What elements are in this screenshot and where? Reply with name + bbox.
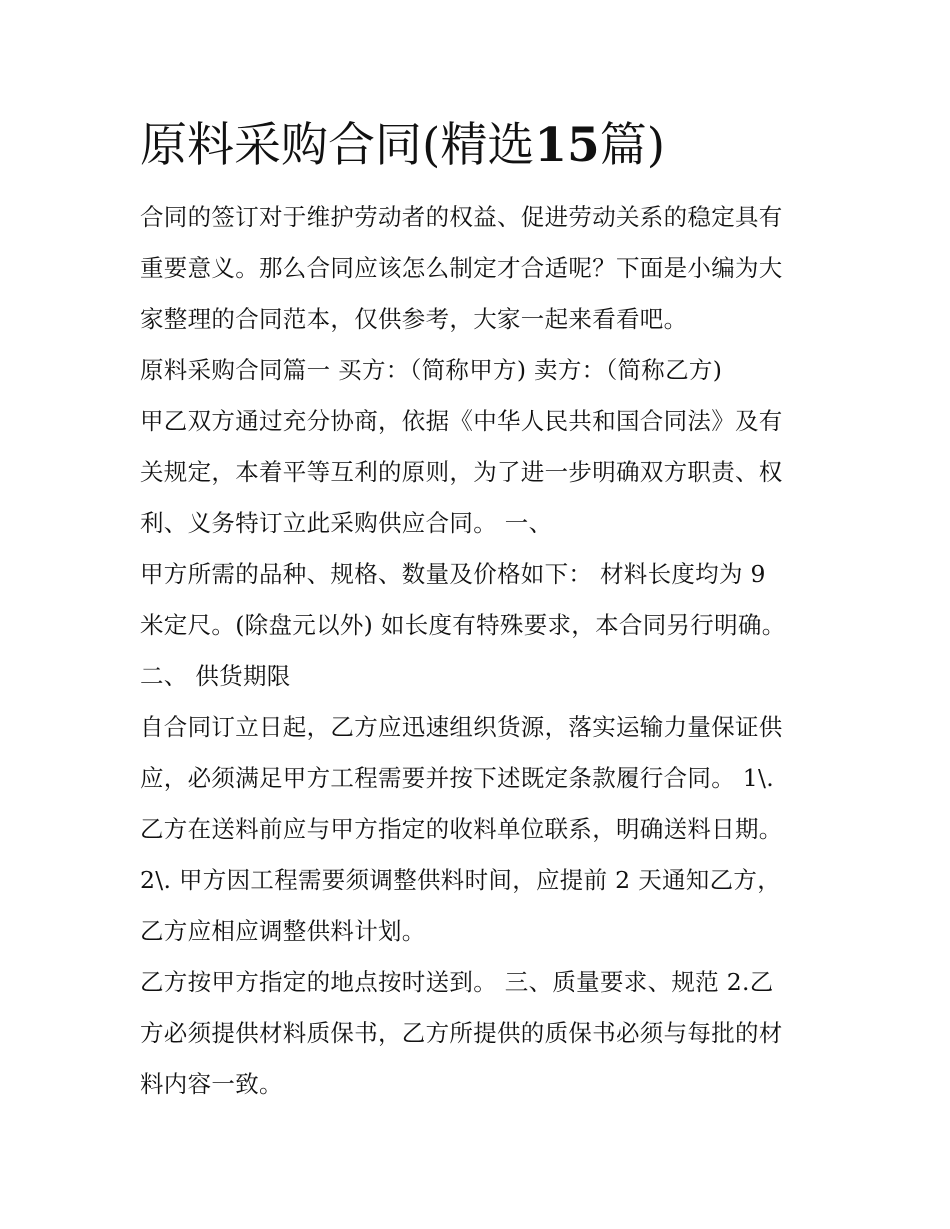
- document-title: [140, 112, 820, 180]
- text-line: 关规定，本着平等互利的原则，为了进一步明确双方职责、权: [140, 458, 783, 486]
- text-line: 乙方在送料前应与甲方指定的收料单位联系，明确送料日期。: [140, 815, 783, 843]
- text-line: 原料采购合同篇一 买方：（简称甲方) 卖方：（简称乙方): [140, 356, 723, 384]
- document-body: [140, 112, 820, 1110]
- text-line: 乙方按甲方指定的地点按时送到。 三、质量要求、规范 2.乙: [140, 968, 774, 996]
- title-suffix: 篇): [599, 118, 666, 173]
- text-line: 自合同订立日起，乙方应迅速组织货源，落实运输力量保证供: [140, 713, 783, 741]
- text-line: 合同的签订对于维护劳动者的权益、促进劳动关系的稳定具有: [140, 203, 783, 231]
- text-line: 料内容一致。: [140, 1070, 283, 1098]
- text-line: 利、义务特订立此采购供应合同。 一、: [140, 509, 553, 537]
- title-prefix: 原料采购合同(精选: [140, 118, 535, 173]
- text-line: 乙方应相应调整供料计划。: [140, 917, 426, 945]
- text-line: 甲方所需的品种、规格、数量及价格如下： 材料长度均为 9: [140, 560, 766, 588]
- text-line: 应，必须满足甲方工程需要并按下述既定条款履行合同。 1\.: [140, 764, 775, 792]
- text-line: 家整理的合同范本，仅供参考，大家一起来看看吧。: [140, 305, 688, 333]
- title-number: 15: [534, 118, 600, 173]
- text-line: 米定尺。(除盘元以外) 如长度有特殊要求，本合同另行明确。: [140, 611, 786, 639]
- text-line: 甲乙双方通过充分协商，依据《中华人民共和国合同法》及有: [140, 407, 783, 435]
- text-line: 方必须提供材料质保书，乙方所提供的质保书必须与每批的材: [140, 1019, 783, 1047]
- text-line: 二、 供货期限: [140, 662, 291, 690]
- text-line: 重要意义。那么合同应该怎么制定才合适呢？下面是小编为大: [140, 254, 783, 282]
- text-line: 2\. 甲方因工程需要须调整供料时间，应提前 2 天通知乙方，: [140, 866, 781, 894]
